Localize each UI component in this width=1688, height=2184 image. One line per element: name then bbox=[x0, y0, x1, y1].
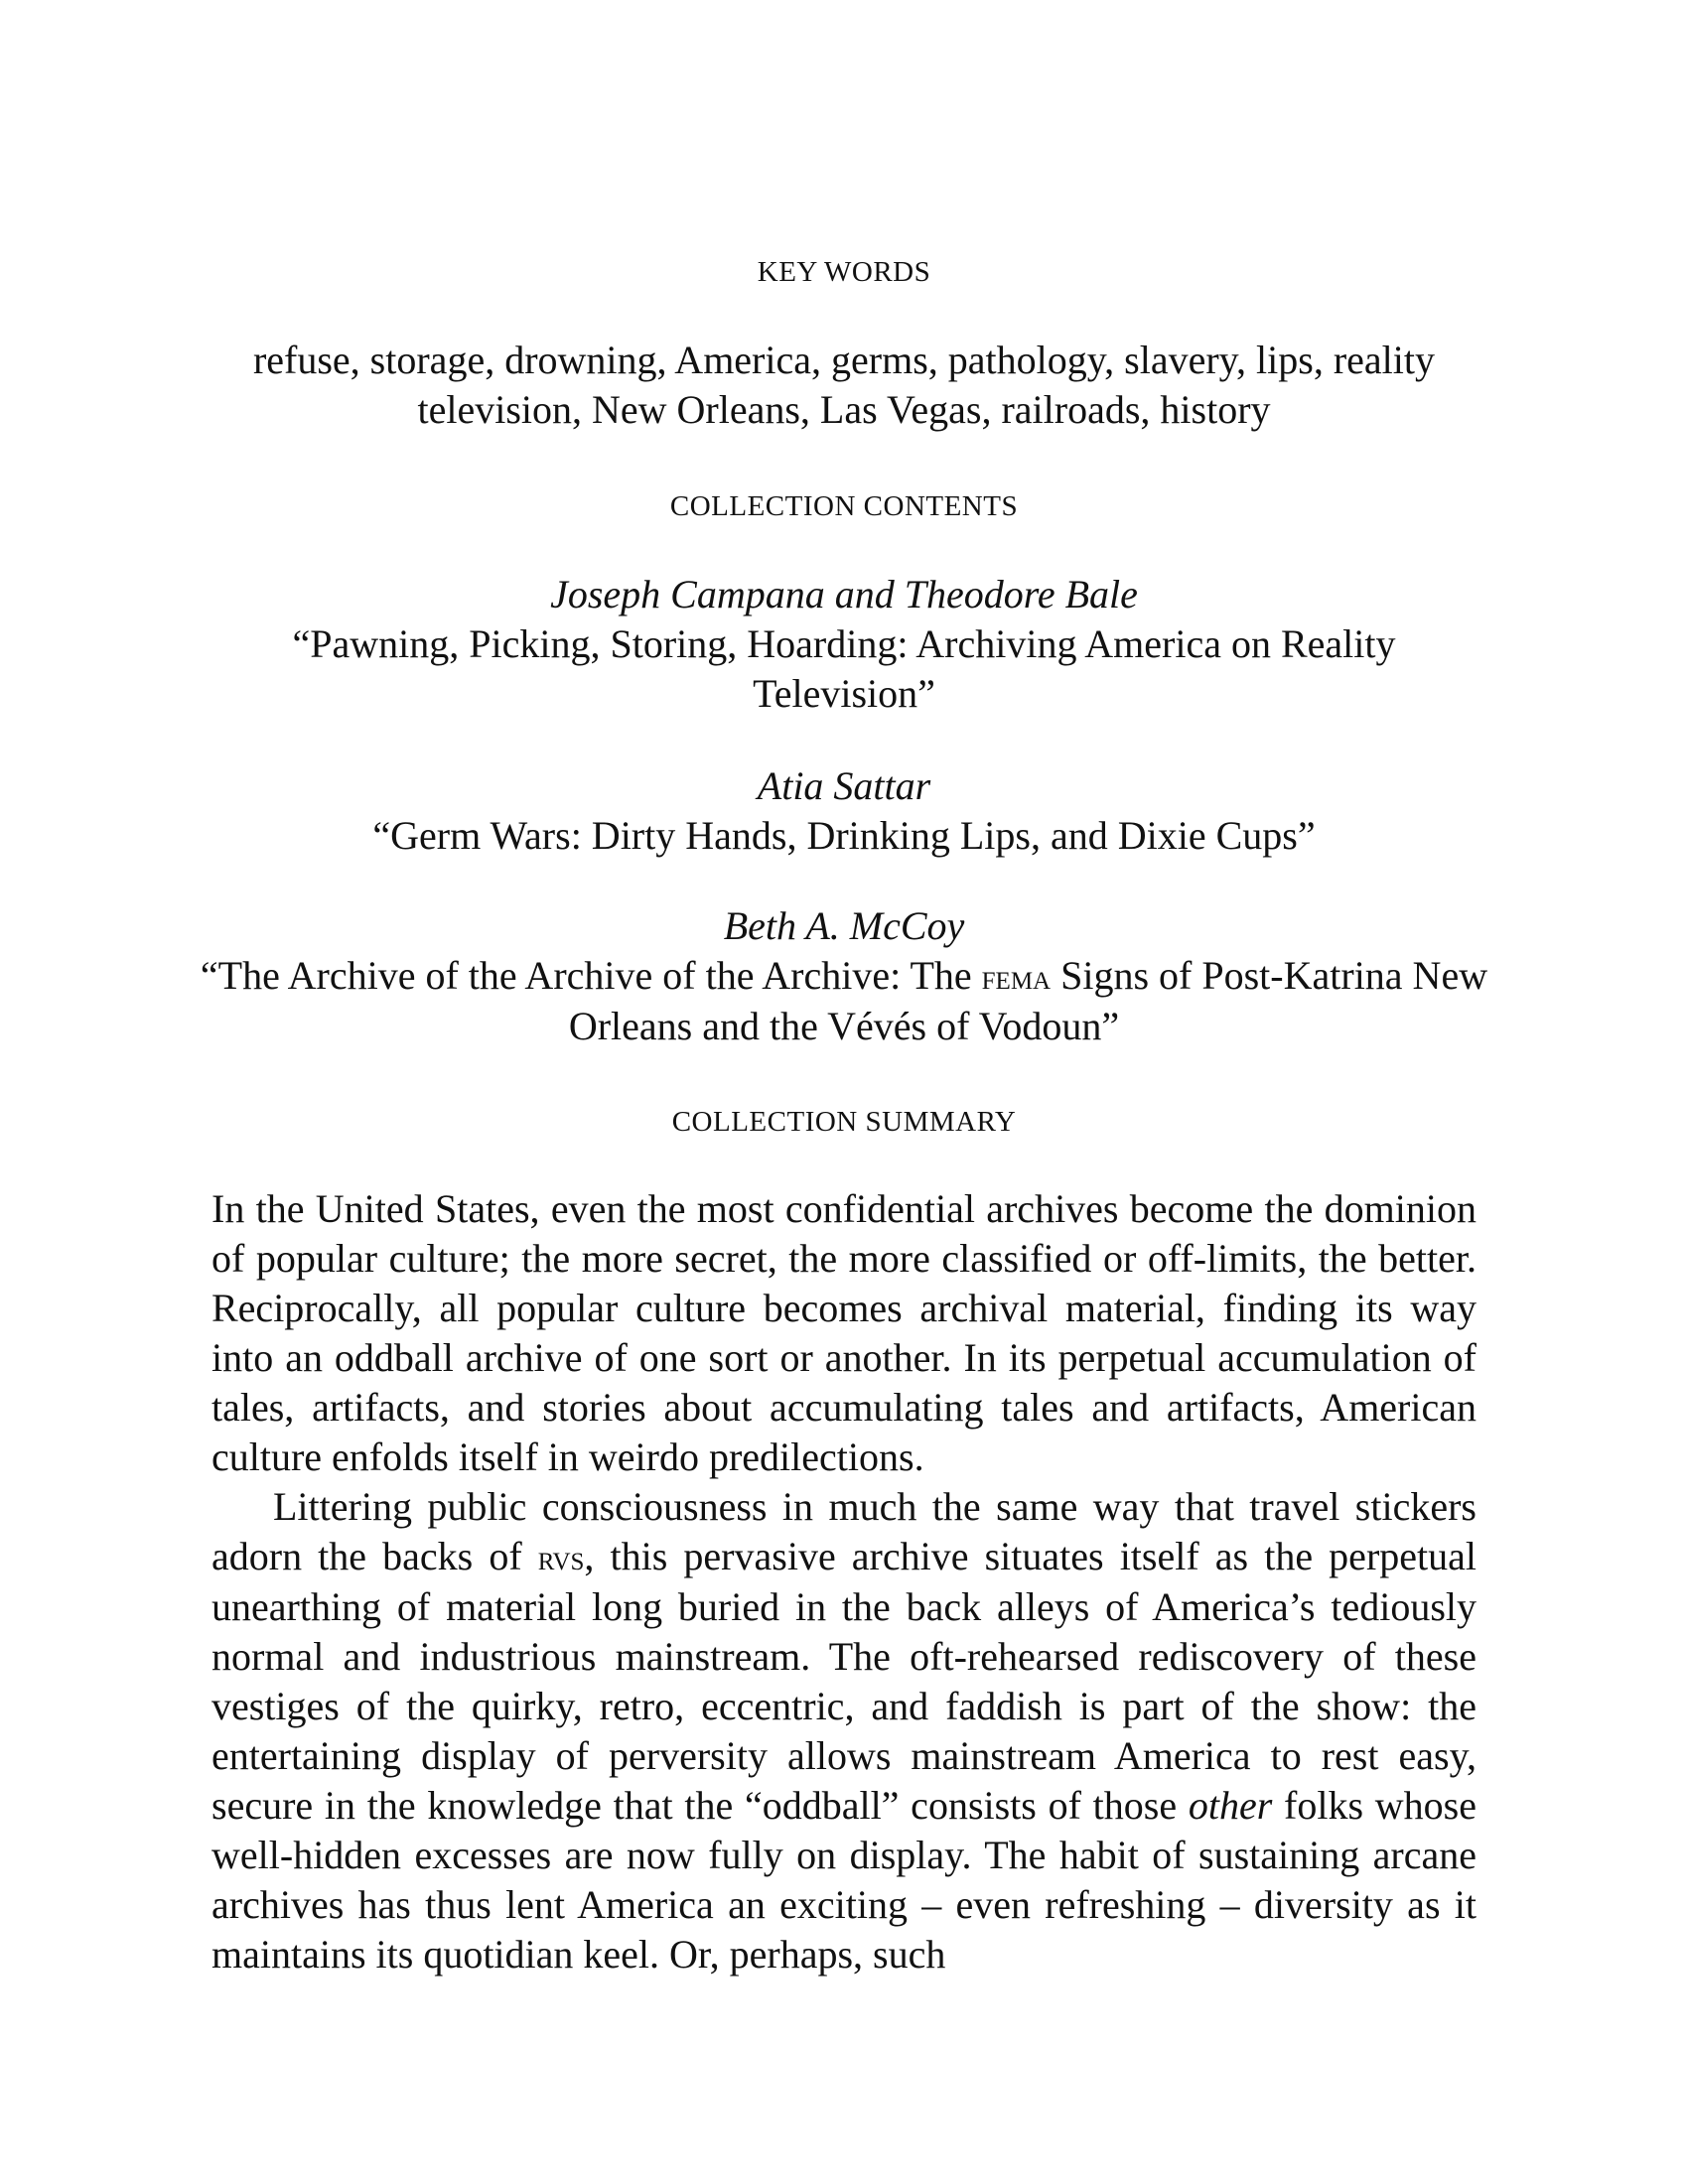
paragraph-text: folks whose well-hidden excesses are now fully on display. The habit of sustaining arcane archives has thus lent America an exciting – even refreshing – diversity as it maintains its quotidian keel. Or, perhaps, such bbox=[211, 1783, 1477, 1977]
entry-title: “Germ Wars: Dirty Hands, Drinking Lips, and Dixie Cups” bbox=[372, 813, 1316, 858]
entry-title-part: “The Archive of the Archive of the Archive: The bbox=[200, 953, 982, 998]
collection-summary-heading: COLLECTION SUMMARY bbox=[671, 1106, 1017, 1138]
rvs-acronym: rvs bbox=[537, 1538, 585, 1577]
collection-contents-heading: COLLECTION CONTENTS bbox=[669, 490, 1019, 522]
key-words-heading: KEY WORDS bbox=[757, 256, 931, 288]
contents-entry bbox=[199, 901, 1489, 1051]
paragraph-text: Littering public consciousness in much the same way that travel stickers adorn the backs of bbox=[211, 1484, 1477, 1578]
paragraph-text: , this pervasive archive situates itself as the perpetual unearthing of material long buried in the back alleys of America’s tediously normal and industrious mainstream. The oft-rehearsed rediscovery of these vestiges of the quirky, retro, eccentric, and faddish is part of the show: the entertaining display of perversity allows mainstream America to rest easy, secure in the knowledge that the “oddball” consists of those bbox=[211, 1534, 1477, 1828]
summary-paragraph bbox=[211, 1482, 1477, 1979]
entry-author: Joseph Campana and Theodore Bale bbox=[550, 572, 1138, 616]
fema-acronym: fema bbox=[981, 957, 1052, 997]
summary-paragraph: In the United States, even the most confidential archives become the dominion of popular culture; the more secret, the more classified or off-limits, the better. Reciprocally, all popular culture becomes archival material, finding its way into an oddball archive of one sort or another. In its perpetual accumulation of tales, artifacts, and stories about accumulating tales and artifacts, American culture enfolds itself in weirdo predilections. bbox=[211, 1186, 1477, 1479]
entry-title: “Pawning, Picking, Storing, Hoarding: Archiving America on Reality Television” bbox=[292, 621, 1396, 716]
entry-author: Beth A. McCoy bbox=[723, 903, 965, 948]
contents-entry bbox=[199, 570, 1489, 719]
contents-entry bbox=[199, 761, 1489, 861]
entry-title bbox=[199, 951, 1489, 1051]
entry-title-part: Signs of Post-Katrina New Orleans and the Vévés of Vodoun” bbox=[568, 953, 1488, 1048]
entry-author: Atia Sattar bbox=[757, 763, 931, 808]
key-words-list: refuse, storage, drowning, America, germs, pathology, slavery, lips, reality television, New Orleans, Las Vegas, railroads, history bbox=[252, 338, 1436, 432]
summary-body bbox=[211, 1184, 1477, 1979]
emphasis-text: other bbox=[1188, 1783, 1273, 1828]
